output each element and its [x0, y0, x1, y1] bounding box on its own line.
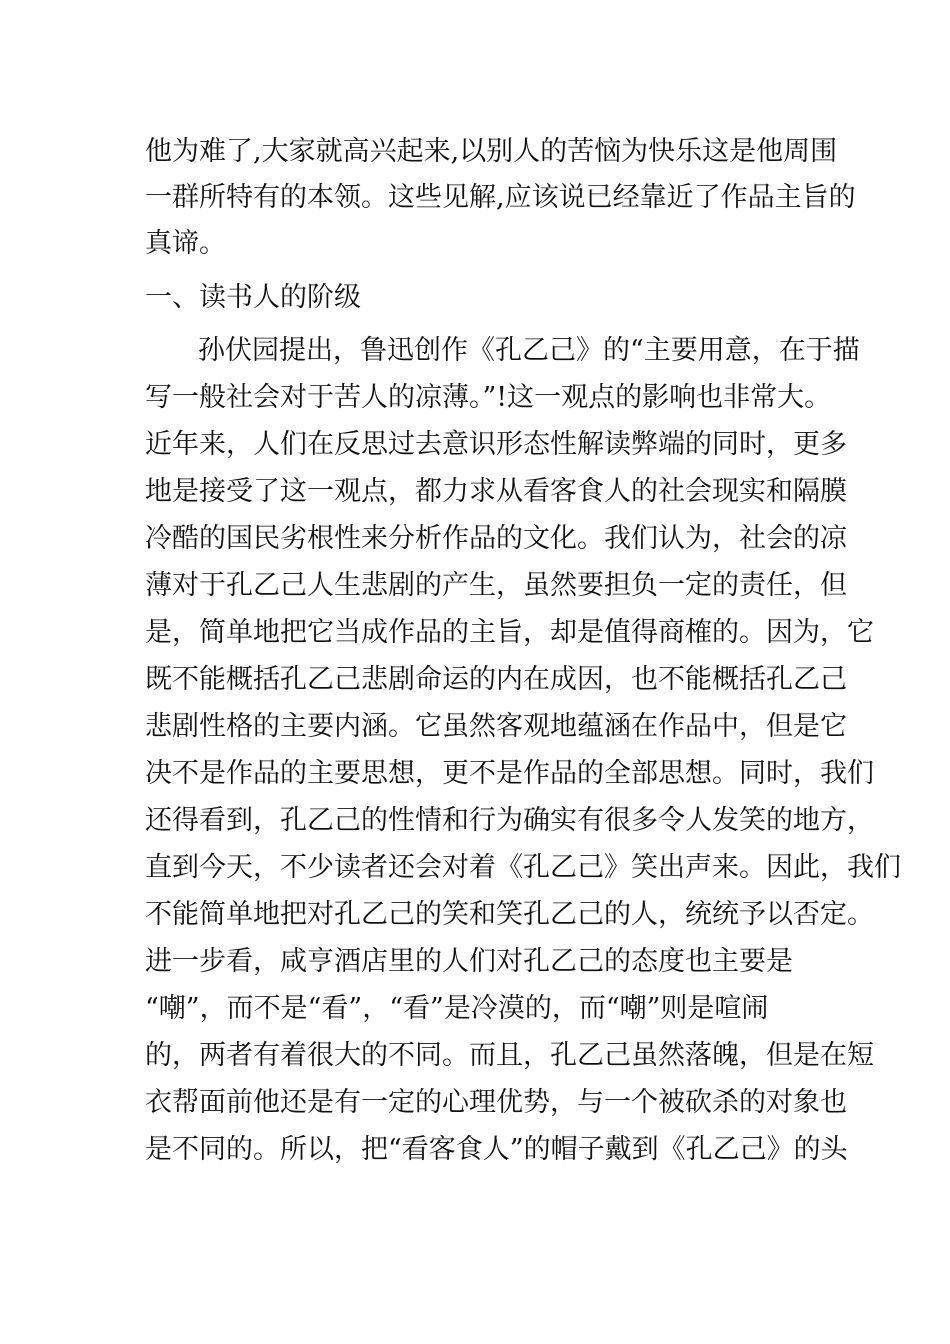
paragraph-line: 是不同的。所以，把“看客食人”的帽子戴到《孔乙己》的头 — [145, 1134, 848, 1165]
paragraph-line: 既不能概括孔乙己悲剧命运的内在成因，也不能概括孔乙己 — [145, 664, 847, 695]
paragraph-line: 还得看到，孔乙己的性情和行为确实有很多令人发笑的地方， — [145, 805, 874, 836]
paragraph-line: 写一般社会对于苦人的凉薄。”!这一观点的影响也非常大。 — [145, 382, 832, 413]
paragraph-line: 的，两者有着很大的不同。而且，孔乙己虽然落魄，但是在短 — [145, 1040, 874, 1071]
paragraph-line: 地是接受了这一观点，都力求从看客食人的社会现实和隔膜 — [145, 476, 847, 507]
paragraph-line: 不能简单地把对孔乙己的笑和笑孔乙己的人，统统予以否定。 — [145, 899, 874, 930]
paragraph-line: 是，简单地把它当成作品的主旨，却是值得商榷的。因为，它 — [145, 617, 874, 648]
paragraph-line: 直到今天，不少读者还会对着《孔乙己》笑出声来。因此，我们 — [145, 852, 901, 883]
paragraph-line: 薄对于孔乙己人生悲剧的产生，虽然要担负一定的责任，但 — [145, 570, 847, 601]
paragraph-line: 决不是作品的主要思想，更不是作品的全部思想。同时，我们 — [145, 758, 874, 789]
intro-line: 真谛。 — [145, 228, 226, 259]
paragraph-line: 近年来，人们在反思过去意识形态性解读弊端的同时，更多 — [145, 429, 847, 460]
paragraph-line: 进一步看，咸亨酒店里的人们对孔乙己的态度也主要是 — [145, 946, 793, 977]
section-heading: 一、读书人的阶级 — [145, 282, 361, 313]
paragraph-line: “嘲”，而不是“看”，“看”是冷漠的，而“嘲”则是喧闹 — [145, 993, 769, 1024]
paragraph-line: 孙伏园提出，鲁迅创作《孔乙己》的“主要用意，在于描 — [198, 335, 860, 366]
intro-line: 一群所特有的本领。这些见解,应该说已经靠近了作品主旨的 — [145, 182, 856, 213]
paragraph-line: 冷酷的国民劣根性来分析作品的文化。我们认为，社会的凉 — [145, 523, 847, 554]
intro-line: 他为难了,大家就高兴起来,以别人的苦恼为快乐这是他周围 — [145, 136, 838, 167]
paragraph-line: 衣帮面前他还是有一定的心理优势，与一个被砍杀的对象也 — [145, 1087, 847, 1118]
paragraph-line: 悲剧性格的主要内涵。它虽然客观地蕴涵在作品中，但是它 — [145, 711, 847, 742]
